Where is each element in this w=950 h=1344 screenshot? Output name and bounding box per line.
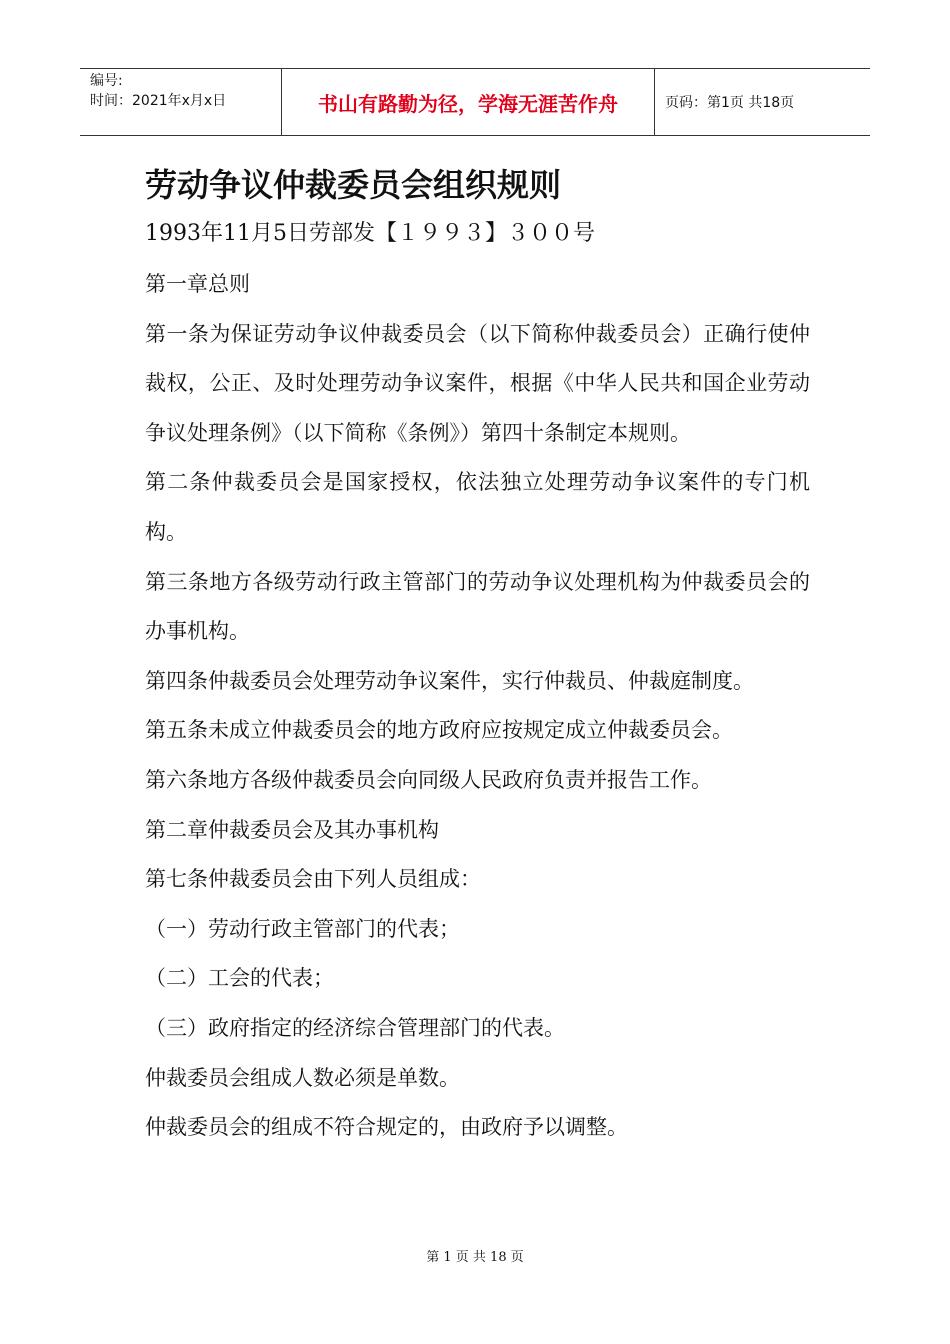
article-paragraph: 第二条仲裁委员会是国家授权，依法独立处理劳动争议案件的专门机构。 [145,470,810,544]
page-footer: 第 1 页 共 18 页 [426,1250,524,1265]
article-paragraph: 第五条未成立仲裁委员会的地方政府应按规定成立仲裁委员会。 [145,718,733,743]
list-item: （二）工会的代表； [145,966,334,991]
article-paragraph: 第七条仲裁委员会由下列人员组成： [145,867,481,892]
article-paragraph: 第一条为保证劳动争议仲裁委员会（以下简称仲裁委员会）正确行使仲裁权，公正、及时处理劳动争议案件，根据《中华人民共和国企业劳动争议处理条例》（以下简称《条例》）第四十条制定本规则。 [145,321,810,445]
article-paragraph: 第六条地方各级仲裁委员会向同级人民政府负责并报告工作。 [145,767,712,792]
chapter-heading: 第一章总则 [145,272,250,296]
page-header [80,68,870,136]
chapter-heading: 第二章仲裁委员会及其办事机构 [145,817,439,842]
article-paragraph: 第四条仲裁委员会处理劳动争议案件，实行仲裁员、仲裁庭制度。 [145,668,754,693]
list-item: （一）劳动行政主管部门的代表； [145,916,460,941]
header-number-label: 编号: [90,73,123,89]
list-item: （三）政府指定的经济综合管理部门的代表。 [145,1015,565,1040]
header-page-info: 页码：第1页 共18页 [665,95,795,111]
document-subtitle: 1993年11月5日劳部发【１９９３】３００号 [145,221,595,246]
article-paragraph: 仲裁委员会的组成不符合规定的，由政府予以调整。 [145,1115,628,1140]
article-paragraph: 第三条地方各级劳动行政主管部门的劳动争议处理机构为仲裁委员会的办事机构。 [145,569,810,644]
header-time-label: 时间：2021年x月x日 [90,93,227,109]
header-motto: 书山有路勤为径，学海无涯苦作舟 [282,69,655,135]
header-meta [80,69,282,135]
document-title: 劳动争议仲裁委员会组织规则 [145,166,562,204]
article-paragraph: 仲裁委员会组成人数必须是单数。 [145,1065,460,1090]
document-body [145,260,810,1153]
